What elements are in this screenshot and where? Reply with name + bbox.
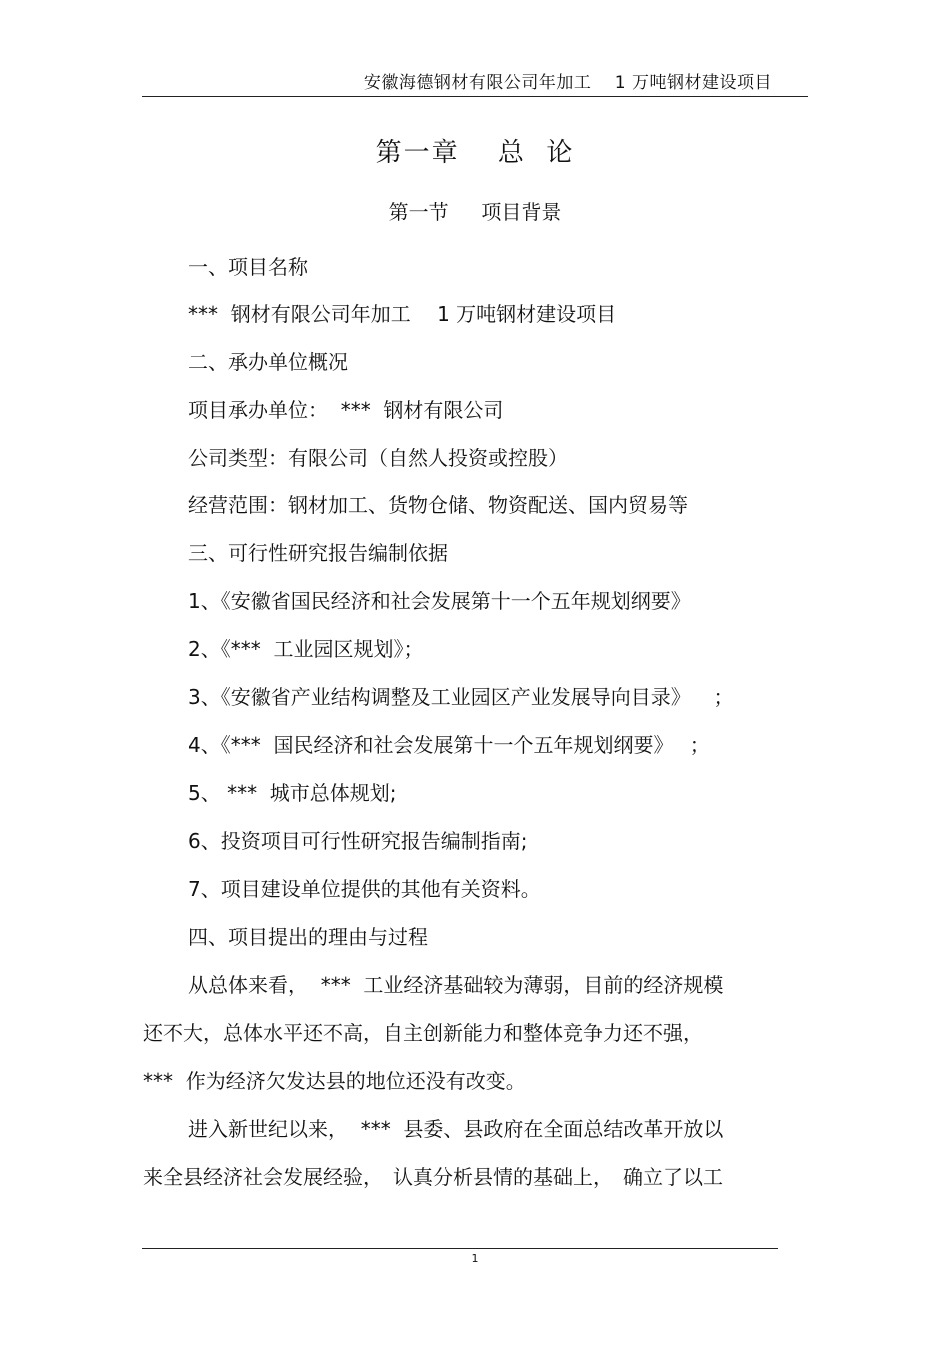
header-rule [142,96,808,97]
company-type-text: 公司类型：有限公司（自然人投资或控股） [188,446,568,470]
heading-undertaking-unit: 二、承办单位概况 [188,350,348,374]
section-title: 第一节 项目背景 [388,200,562,224]
heading-project-name: 一、项目名称 [188,255,308,279]
undertaking-unit-text: 项目承办单位： *** 钢材有限公司 [188,398,504,422]
paragraph-line: *** 作为经济欠发达县的地位还没有改变。 [143,1069,526,1093]
paragraph-line: 进入新世纪以来， *** 县委、县政府在全面总结改革开放以 [188,1117,724,1141]
basis-item-5: 5、 *** 城市总体规划; [188,781,397,805]
paragraph-line: 从总体来看， *** 工业经济基础较为薄弱，目前的经济规模 [188,973,724,997]
basis-item-2: 2、《*** 工业园区规划》； [188,637,424,661]
basis-item-7: 7、项目建设单位提供的其他有关资料。 [188,877,541,901]
chapter-title: 第一章 总 论 [375,138,575,168]
heading-reasons: 四、项目提出的理由与过程 [188,925,428,949]
project-name-text: *** 钢材有限公司年加工 1 万吨钢材建设项目 [188,302,617,326]
basis-item-3: 3、《安徽省产业结构调整及工业园区产业发展导向目录》 ； [188,685,734,709]
paragraph-line: 还不大，总体水平还不高，自主创新能力和整体竞争力还不强， [143,1021,703,1045]
running-header: 安徽海德钢材有限公司年加工 1 万吨钢材建设项目 [363,73,772,93]
basis-item-1: 1、《安徽省国民经济和社会发展第十一个五年规划纲要》 [188,589,691,613]
footer-rule [142,1248,778,1249]
business-scope-text: 经营范围：钢材加工、货物仓储、物资配送、国内贸易等 [188,493,688,517]
basis-item-4: 4、《*** 国民经济和社会发展第十一个五年规划纲要》 ； [188,733,710,757]
heading-basis: 三、可行性研究报告编制依据 [188,541,448,565]
paragraph-line: 来全县经济社会发展经验， 认真分析县情的基础上， 确立了以工 [143,1165,723,1189]
basis-item-6: 6、投资项目可行性研究报告编制指南; [188,829,528,853]
page-number: 1 [471,1252,479,1265]
